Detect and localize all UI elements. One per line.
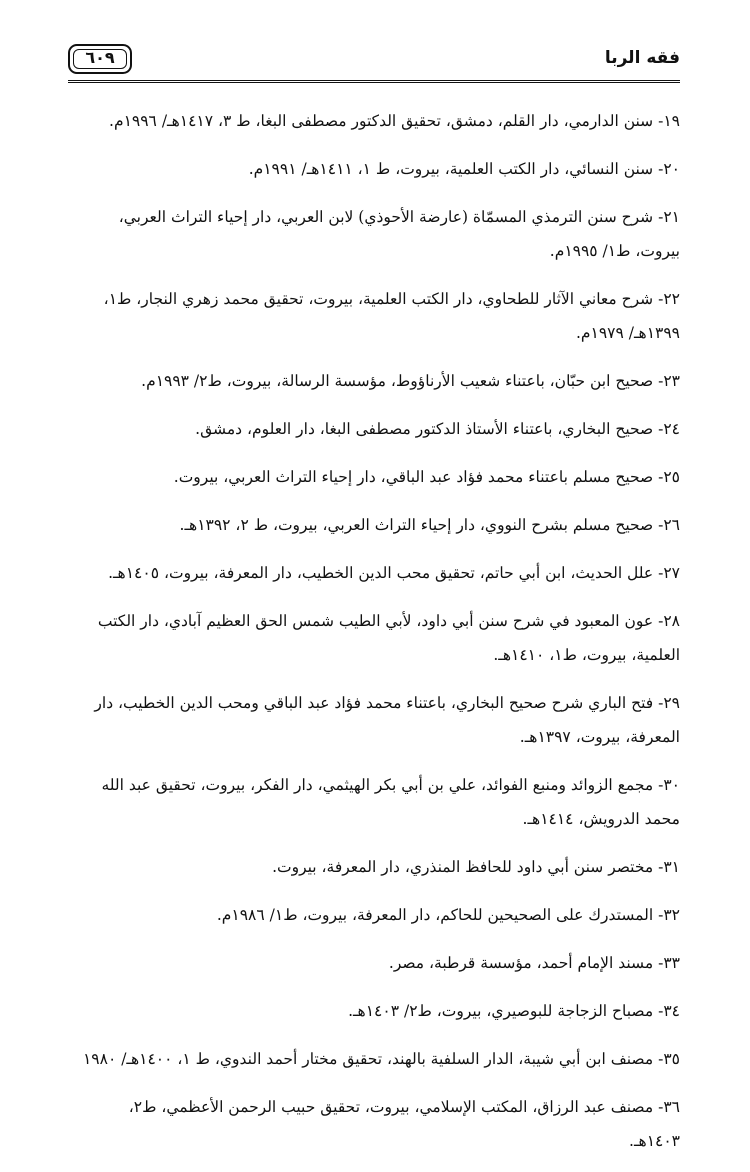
reference-item: ٢٩- فتح الباري شرح صحيح البخاري، باعتناء محمد فؤاد عبد الباقي ومحب الدين الخطيب، دار المعرفة، بيروت، ١٣٩٧هـ.: [94, 694, 680, 746]
page-number: ٦٠٩: [85, 48, 115, 67]
reference-item: ٢٢- شرح معاني الآثار للطحاوي، دار الكتب العلمية، بيروت، تحقيق محمد زهري النجار، ط١، ١٣٩٩هـ/ ١٩٧٩م.: [103, 290, 680, 342]
reference-item: ٣٣- مسند الإمام أحمد، مؤسسة قرطبة، مصر.: [388, 954, 680, 972]
reference-item: ٣٦- مصنف عبد الرزاق، المكتب الإسلامي، بيروت، تحقيق حبيب الرحمن الأعظمي، ط٢، ١٤٠٣هـ.: [128, 1098, 680, 1150]
reference-item: ٣٢- المستدرك على الصحيحين للحاكم، دار المعرفة، بيروت، ط١/ ١٩٨٦م.: [216, 906, 680, 924]
reference-item: ١٩- سنن الدارمي، دار القلم، دمشق، تحقيق الدكتور مصطفى البغا، ط ٣، ١٤١٧هـ/ ١٩٩٦م.: [109, 112, 680, 130]
reference-list: [78, 104, 680, 1172]
running-title: فقه الربا: [604, 48, 680, 68]
reference-item: ٢٥- صحيح مسلم باعتناء محمد فؤاد عبد الباقي، دار إحياء التراث العربي، بيروت.: [173, 468, 680, 486]
reference-item: ٢٦- صحيح مسلم بشرح النووي، دار إحياء التراث العربي، بيروت، ط ٢، ١٣٩٢هـ.: [179, 516, 680, 534]
reference-item: ٢٤- صحيح البخاري، باعتناء الأستاذ الدكتور مصطفى البغا، دار العلوم، دمشق.: [195, 420, 680, 438]
page-number-frame: [68, 44, 132, 74]
page-header: [68, 44, 680, 84]
header-rule: [68, 80, 680, 83]
reference-item: ٣٥- مصنف ابن أبي شيبة، الدار السلفية بالهند، تحقيق مختار أحمد الندوي، ط ١، ١٤٠٠هـ/ ١٩٨٠: [82, 1050, 680, 1068]
reference-item: ٢٧- علل الحديث، ابن أبي حاتم، تحقيق محب الدين الخطيب، دار المعرفة، بيروت، ١٤٠٥هـ.: [108, 564, 680, 582]
reference-item: ٢٠- سنن النسائي، دار الكتب العلمية، بيروت، ط ١، ١٤١١هـ/ ١٩٩١م.: [248, 160, 680, 178]
reference-item: ٣٤- مصباح الزجاجة للبوصيري، بيروت، ط٢/ ١٤٠٣هـ.: [348, 1002, 680, 1020]
reference-item: ٢٣- صحيح ابن حبّان، باعتناء شعيب الأرناؤوط، مؤسسة الرسالة، بيروت، ط٢/ ١٩٩٣م.: [141, 372, 680, 390]
reference-item: ٣٠- مجمع الزوائد ومنبع الفوائد، علي بن أبي بكر الهيثمي، دار الفكر، بيروت، تحقيق عبد الله محمد الدرويش، ١٤١٤هـ.: [101, 776, 680, 828]
reference-item: ٢١- شرح سنن الترمذي المسمّاة (عارضة الأحوذي) لابن العربي، دار إحياء التراث العربي، بيروت، ط١/ ١٩٩٥م.: [118, 208, 680, 260]
reference-item: ٣١- مختصر سنن أبي داود للحافظ المنذري، دار المعرفة، بيروت.: [272, 858, 680, 876]
reference-item: ٢٨- عون المعبود في شرح سنن أبي داود، لأبي الطيب شمس الحق العظيم آبادي، دار الكتب العلمية، بيروت، ط١، ١٤١٠هـ.: [97, 612, 680, 664]
